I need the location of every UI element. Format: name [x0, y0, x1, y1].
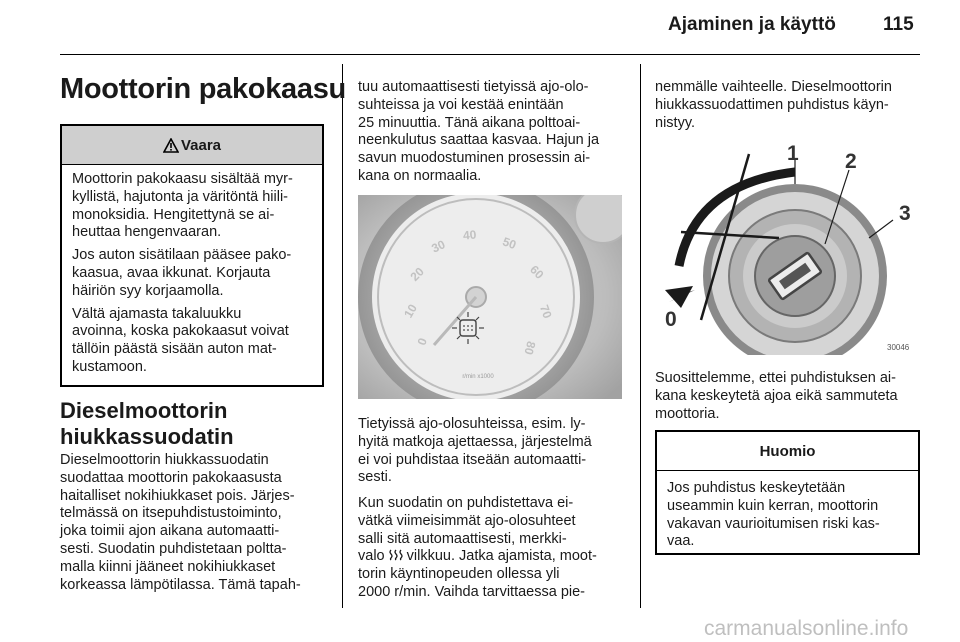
- text-line: Suosittelemme, ettei puhdistuksen ai-: [655, 370, 896, 386]
- danger-box: [60, 124, 324, 387]
- text-line: vaa.: [667, 533, 695, 550]
- watermark: carmanualsonline.info: [704, 617, 909, 640]
- text-line: vätkä viimeisimmät ajo-olosuhteet: [358, 512, 576, 529]
- page-title: Moottorin pakokaasu: [60, 73, 346, 105]
- text-line: Jos auton sisätilaan pääsee pako-: [72, 247, 292, 264]
- text-line: tuu automaattisesti tietyissä ajo-olo-: [358, 79, 589, 95]
- text-line: suodattaa moottorin pakokaasusta: [60, 469, 282, 486]
- section-heading-line: hiukkassuodatin: [60, 424, 234, 449]
- column3-recommendation: [655, 370, 898, 423]
- text-fragment: vilkkuu. Jatka ajamista, moot-: [406, 548, 597, 565]
- text-line: suhteissa ja voi kestää enintään: [358, 96, 564, 113]
- rev-counter-figure: [358, 195, 622, 399]
- text-line: kana on normaalia.: [358, 167, 482, 184]
- column2-paragraph-2: [358, 495, 597, 602]
- text-line: kana keskeytetä ajoa eikä sammuteta: [655, 387, 898, 404]
- text-line: monoksidia. Hengitettynä se ai-: [72, 206, 275, 223]
- text-line: torin käyntinopeuden ollessa yli: [358, 566, 560, 583]
- text-line: 25 minuuttia. Tänä aikana polttoai-: [358, 114, 581, 131]
- notice-box-title: Huomio: [759, 442, 816, 460]
- text-line: useammin kuin kerran, moottorin: [667, 497, 879, 514]
- notice-box-header: [657, 432, 918, 471]
- danger-paragraph-2: [72, 247, 314, 300]
- text-line: sesti. Suodatin puhdistetaan poltta-: [60, 540, 287, 557]
- text-line: neenkulutus saattaa kasvaa. Hajun ja: [358, 132, 600, 149]
- tick-label: 10: [401, 301, 420, 321]
- notice-box: [655, 430, 920, 555]
- text-line: vakavan vaurioitumisen riski kas-: [667, 515, 880, 532]
- section-intro-text: [60, 452, 301, 594]
- column2-top-text: [358, 79, 599, 186]
- position-label-1: 1: [787, 142, 799, 165]
- warning-triangle-icon: [163, 138, 179, 153]
- tick-label: 60: [527, 262, 547, 282]
- tick-label: 80: [521, 339, 539, 357]
- position-label-0: 0: [665, 308, 677, 331]
- danger-paragraph-3: [72, 306, 314, 377]
- tick-label: 30: [429, 237, 448, 256]
- gauge-unit-label: r/min x1000: [462, 374, 494, 380]
- text-line: ei voi puhdistaa itseään automaatti-: [358, 451, 587, 468]
- text-line: nemmälle vaihteelle. Dieselmoottorin: [655, 79, 892, 95]
- column-divider-1: [342, 64, 343, 608]
- text-line: sesti.: [358, 469, 392, 486]
- running-header-section: Ajaminen ja käyttö: [668, 14, 836, 35]
- diesel-particulate-filter-icon: [389, 549, 403, 561]
- tick-label: 40: [462, 227, 477, 243]
- tick-label: 0: [414, 336, 430, 348]
- text-line: haitalliset nokihiukkaset pois. Järjes-: [60, 487, 295, 504]
- text-line: 2000 r/min. Vaihda tarvittaessa pie-: [358, 583, 586, 600]
- text-fragment: valo: [358, 548, 385, 565]
- text-line: nistyy.: [655, 114, 696, 131]
- section-heading-line: Dieselmoottorin: [60, 398, 228, 423]
- danger-box-body: [62, 165, 322, 377]
- text-line: salli sitä automaattisesti, merkki-: [358, 530, 567, 547]
- column2-paragraph-1: [358, 416, 592, 487]
- text-line: Moottorin pakokaasu sisältää myr-: [72, 171, 293, 187]
- position-label-2: 2: [845, 150, 857, 173]
- text-line: telmässä on itsepuhdistustoiminto,: [60, 505, 282, 522]
- figure-code: 30046: [887, 343, 910, 352]
- tick-label: 20: [407, 264, 427, 284]
- text-line: Jos puhdistus keskeytetään: [667, 480, 846, 496]
- text-line: heuttaa hengenvaaran.: [72, 224, 222, 241]
- column-divider-2: [640, 64, 641, 608]
- header-rule: [60, 54, 920, 55]
- text-line: avoinna, koska pakokaasut voivat: [72, 323, 289, 340]
- notice-box-body: [657, 471, 918, 551]
- text-line: moottoria.: [655, 405, 720, 422]
- danger-box-header: [62, 126, 322, 165]
- text-line: hyitä matkoja ajettaessa, järjestelmä: [358, 433, 592, 450]
- text-line: Tietyissä ajo-olosuhteissa, esim. ly-: [358, 416, 586, 432]
- text-line: tällöin päästä sisään auton mat-: [72, 341, 277, 358]
- text-line: häiriön syy korjaamolla.: [72, 282, 224, 299]
- text-line: kaasua, avaa ikkunat. Korjauta: [72, 264, 271, 281]
- text-line: savun muodostuminen prosessin ai-: [358, 150, 591, 167]
- danger-paragraph-1: [72, 171, 314, 242]
- column3-top-text: [655, 79, 892, 132]
- position-label-3: 3: [899, 202, 911, 225]
- text-line: Vältä ajamasta takaluukku: [72, 305, 242, 322]
- tick-label: 50: [500, 234, 519, 253]
- ignition-switch-figure: [655, 140, 920, 355]
- text-line: Kun suodatin on puhdistettava ei-: [358, 495, 574, 511]
- page-number: 115: [883, 14, 914, 35]
- text-line: kyllistä, hajutonta ja väritöntä hiili-: [72, 188, 288, 205]
- text-line: hiukkassuodattimen puhdistus käyn-: [655, 96, 889, 113]
- section-heading: [60, 398, 234, 450]
- danger-box-title: Vaara: [180, 136, 222, 154]
- text-line: kustamoon.: [72, 358, 147, 375]
- text-line-with-icon: [358, 548, 597, 564]
- text-line: malla kiinni jääneet nokihiukkaset: [60, 558, 276, 575]
- tick-label: 70: [536, 302, 555, 321]
- text-line: joka toimii ajon aikana automaatti-: [60, 523, 280, 540]
- text-line: Dieselmoottorin hiukkassuodatin: [60, 452, 269, 468]
- text-line: korkeassa lämpötilassa. Tämä tapah-: [60, 576, 301, 593]
